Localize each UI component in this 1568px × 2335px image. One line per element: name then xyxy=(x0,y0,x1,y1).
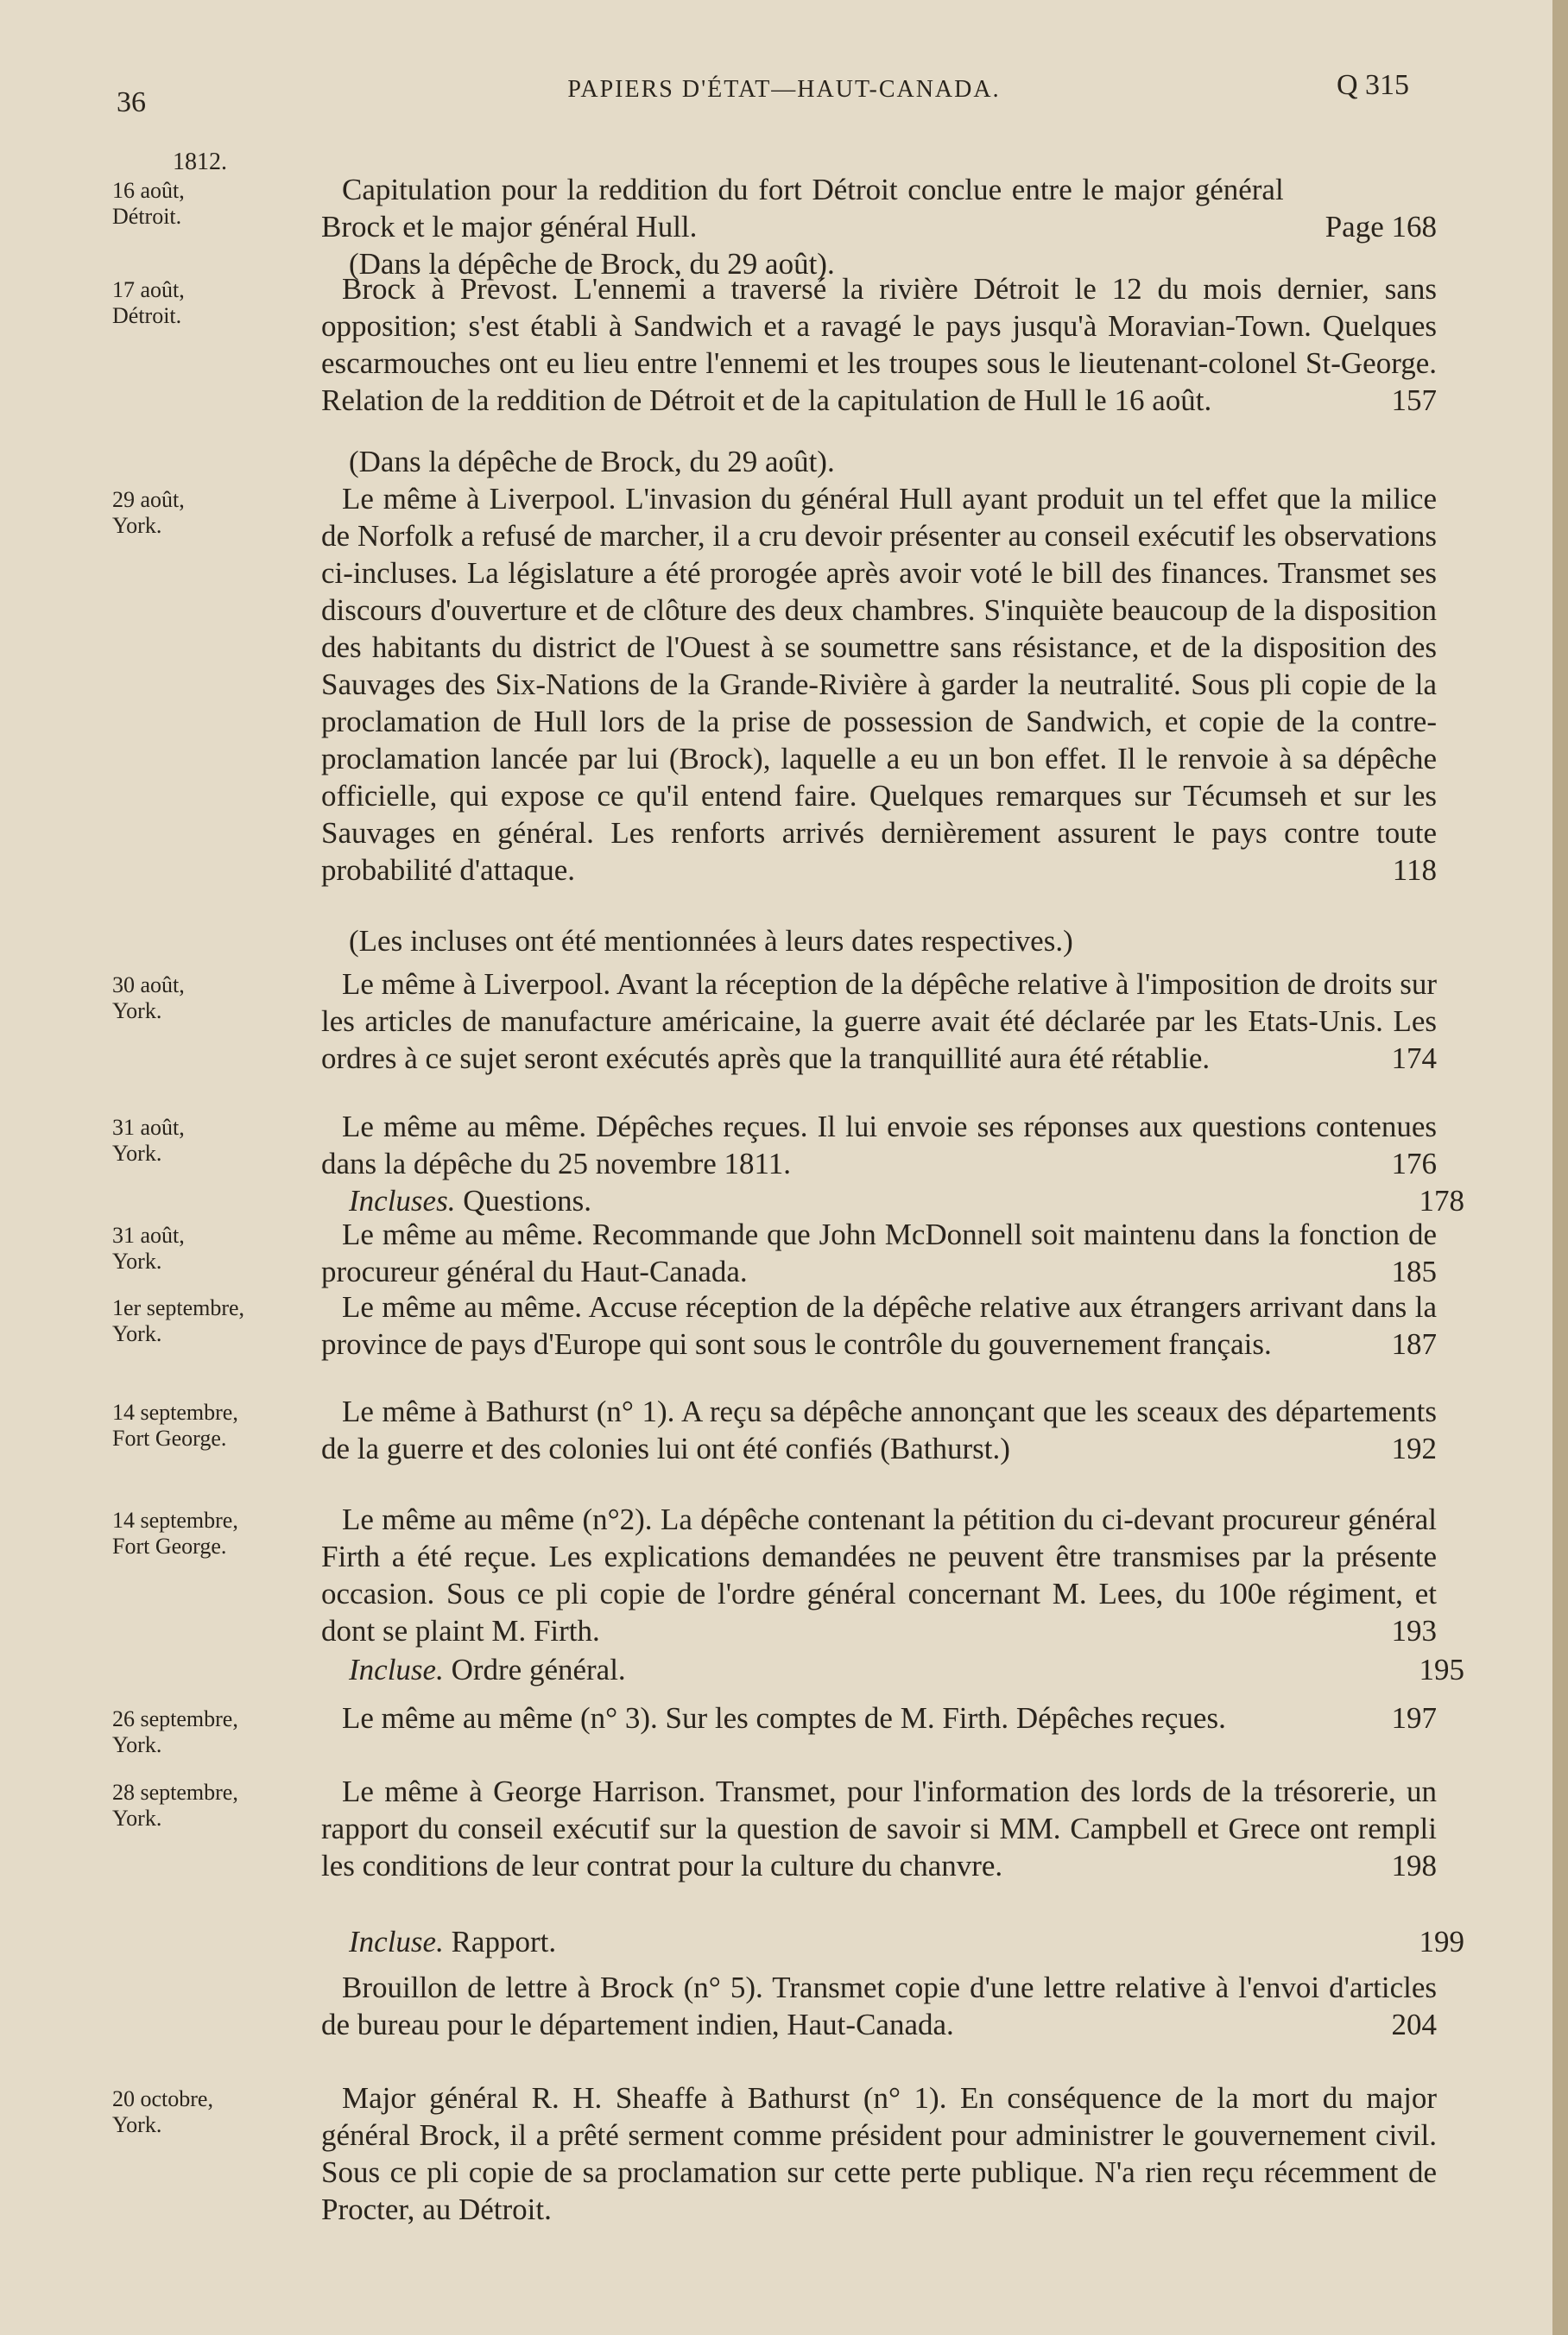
entry-date: 26 septembre, York. xyxy=(112,1706,238,1757)
entry-text: Brock à Prevost. L'ennemi a traversé la rivière Détroit le 12 du mois dernier, sans opposition; s'est établi à Sandwich et a ravagé le pays jusqu'à Moravian-Town. Quelques escarmouches ont eu lieu entre l'ennemi et les troupes sous le lieutenant-colonel St-George. Relation de la reddition de Détroit et de la capitulation de Hull le 16 août. 157 xyxy=(321,272,1437,417)
page-ref: 192 xyxy=(1391,1432,1437,1465)
page-ref: 176 xyxy=(1391,1147,1437,1180)
entry-date: 17 août, Détroit. xyxy=(112,277,185,328)
entry-text: Le même au même. Accuse réception de la dépêche relative aux étrangers arrivant dans la province de pays d'Europe qui sont sous le contrôle du gouvernement français. 187 xyxy=(321,1290,1437,1361)
entry-text: Le même à Liverpool. L'invasion du général Hull ayant produit un tel effet que la milice de Norfolk a refusé de marcher, il a cru devoir présenter au conseil exécutif les observations ci-incluses. La législature a été prorogée après avoir voté le bill des finances. Transmet ses discours d'ouverture et de clôture des deux chambres. S'inquiète beaucoup de la disposition des habitants du district de l'Ouest à se soumettre sans résistance, et de la disposition des Sauvages des Six-Nations de la Grande-Rivière à garder la neutralité. Sous pli copie de la proclamation de Hull lors de la prise de possession de Sandwich, et copie de la contre-proclamation lancée par lui (Brock), laquelle a eu un bon effet. Il le renvoie à sa dépêche officielle, qui expose ce qu'il entend faire. Quelques remarques sur Técumseh et sur les Sauvages en général. Les renforts arrivés dernièrement assurent le pays contre toute probabilité d'attaque. 118 xyxy=(321,482,1437,887)
page-edge xyxy=(1552,0,1568,2335)
entry-text: Major général R. H. Sheaffe à Bathurst (n° 1). En conséquence de la mort du major général Brock, il a prêté serment comme président pour administrer le gouvernement civil. Sous ce pli copie de sa proclamation sur cette perte publique. N'a rien reçu récemment de Procter, au Détroit. xyxy=(321,2081,1437,2226)
page-ref: Page 168 xyxy=(1325,210,1437,244)
entry-text: Le même à Bathurst (n° 1). A reçu sa dépêche annonçant que les sceaux des départements de la guerre et des colonies lui ont été confiés (Bathurst.) 192 xyxy=(321,1395,1437,1465)
entry-date: 30 août, York. xyxy=(112,972,185,1023)
page-ref: 193 xyxy=(1391,1614,1437,1648)
entry-date: 28 septembre, York. xyxy=(112,1780,238,1831)
entry-text: Le même au même. Dépêches reçues. Il lui envoie ses réponses aux questions contenues dans la dépêche du 25 novembre 1811. 176 xyxy=(321,1110,1437,1180)
entry-text: Le même au même (n° 3). Sur les comptes de M. Firth. Dépêches reçues. 197 xyxy=(342,1701,1437,1735)
entry-text: Le même au même. Recommande que John McDonnell soit maintenu dans la fonction de procureur général du Haut-Canada. 185 xyxy=(321,1218,1437,1288)
page-ref: 187 xyxy=(1391,1327,1437,1361)
page-ref: 199 xyxy=(1419,1925,1464,1958)
entry-date: 31 août, York. xyxy=(112,1115,185,1166)
entry-date: 1er septembre, York. xyxy=(112,1295,245,1346)
entry-inclusion: Incluses. Questions. 178 xyxy=(349,1184,1464,1218)
entry-date: 29 août, York. xyxy=(112,487,185,538)
page-ref: 178 xyxy=(1419,1184,1464,1218)
page-ref: 198 xyxy=(1391,1849,1437,1883)
entry-text: Brouillon de lettre à Brock (n° 5). Transmet copie d'une lettre relative à l'envoi d'articles de bureau pour le département indien, Haut-Canada. 204 xyxy=(321,1971,1437,2041)
page-number: 36 xyxy=(117,86,146,118)
page-ref: 185 xyxy=(1391,1255,1437,1288)
entry-text: Le même à Liverpool. Avant la réception de la dépêche relative à l'imposition de droits sur les articles de manufacture américaine, la guerre avait été déclarée par les Etats-Unis. Les ordres à ce sujet seront exécutés après que la tranquillité aura été rétablie. 174 xyxy=(321,967,1437,1075)
page-ref: 197 xyxy=(1391,1701,1437,1735)
page-ref: 118 xyxy=(1392,853,1437,887)
entry-text: Le même à George Harrison. Transmet, pour l'information des lords de la trésorerie, un rapport du conseil exécutif sur la question de savoir si MM. Campbell et Grece ont rempli les conditions de leur contrat pour la culture du chanvre. 198 xyxy=(321,1775,1437,1883)
entry-inclusion: Incluse. Rapport. 199 xyxy=(349,1925,1464,1958)
entry-text: Le même au même (n°2). La dépêche contenant la pétition du ci-devant procureur général Firth a été reçue. Les explications demandées ne peuvent être transmises par la présente occasion. Sous ce pli copie de l'ordre général concernant M. Lees, du 100e régiment, et dont se plaint M. Firth. 193 xyxy=(321,1503,1437,1648)
page-ref: 157 xyxy=(1391,383,1437,417)
entry-note: (Dans la dépêche de Brock, du 29 août). xyxy=(349,247,835,281)
entry-date: 20 octobre, York. xyxy=(112,2086,213,2137)
entry-note: (Les incluses ont été mentionnées à leurs dates respectives.) xyxy=(349,924,1073,958)
page-ref: 195 xyxy=(1419,1653,1464,1686)
page-ref: 204 xyxy=(1391,2008,1437,2041)
running-title: PAPIERS D'ÉTAT—HAUT-CANADA. xyxy=(567,76,1001,103)
entry-date: 31 août, York. xyxy=(112,1223,185,1274)
entry-note: (Dans la dépêche de Brock, du 29 août). xyxy=(349,445,835,478)
archive-reference: Q 315 xyxy=(1337,69,1410,101)
entry-date: 16 août, Détroit. xyxy=(112,178,185,229)
entry-text: Page 168 Capitulation pour la reddition du fort Détroit conclue entre le major général Brock et le major général Hull. xyxy=(321,173,1437,244)
page-ref: 174 xyxy=(1391,1041,1437,1075)
year-heading: 1812. xyxy=(173,149,227,175)
entry-date: 14 septembre, Fort George. xyxy=(112,1400,238,1451)
entry-date: 14 septembre, Fort George. xyxy=(112,1508,238,1559)
entry-inclusion: Incluse. Ordre général. 195 xyxy=(349,1653,1464,1686)
